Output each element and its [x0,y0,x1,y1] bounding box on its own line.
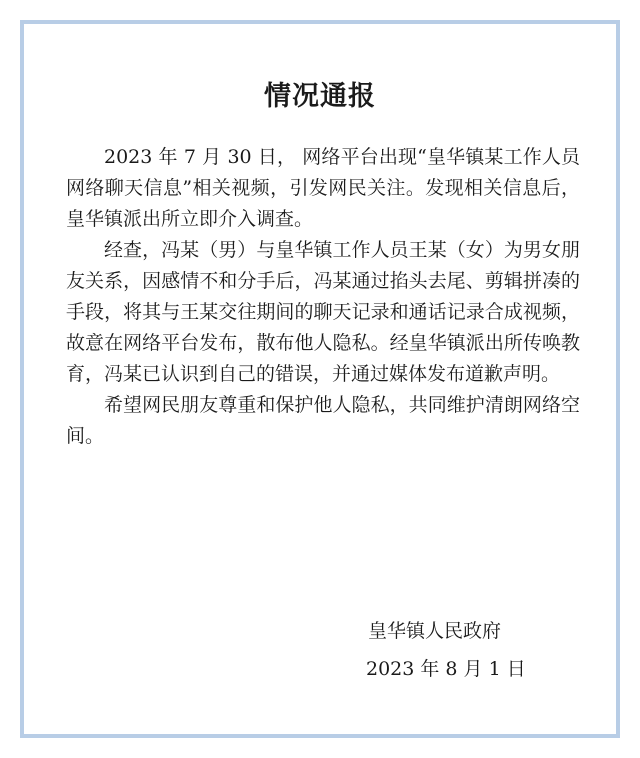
notice-body [66,142,580,452]
issue-date: 2023 年 8 月 1 日 [366,658,526,680]
paragraph-2: 经查，冯某（男）与皇华镇工作人员王某（女）为男女朋友关系，因感情不和分手后，冯某通过掐头去尾、剪辑拼凑的手段，将其与王某交往期间的聊天记录和通话记录合成视频，故意在网络平台发布，散布他人隐私。经皇华镇派出所传唤教育，冯某已认识到自己的错误，并通过媒体发布道歉声明。 [66,239,580,385]
issuing-organization: 皇华镇人民政府 [368,620,502,642]
document-frame [20,20,620,738]
signoff-block [366,612,526,688]
notice-title: 情况通报 [264,81,376,112]
paragraph-1: 2023 年 7 月 30 日， 网络平台出现“皇华镇某工作人员网络聊天信息”相关视频，引发网民关注。发现相关信息后，皇华镇派出所立即介入调查。 [66,146,580,230]
paragraph-3: 希望网民朋友尊重和保护他人隐私，共同维护清朗网络空间。 [66,394,580,447]
